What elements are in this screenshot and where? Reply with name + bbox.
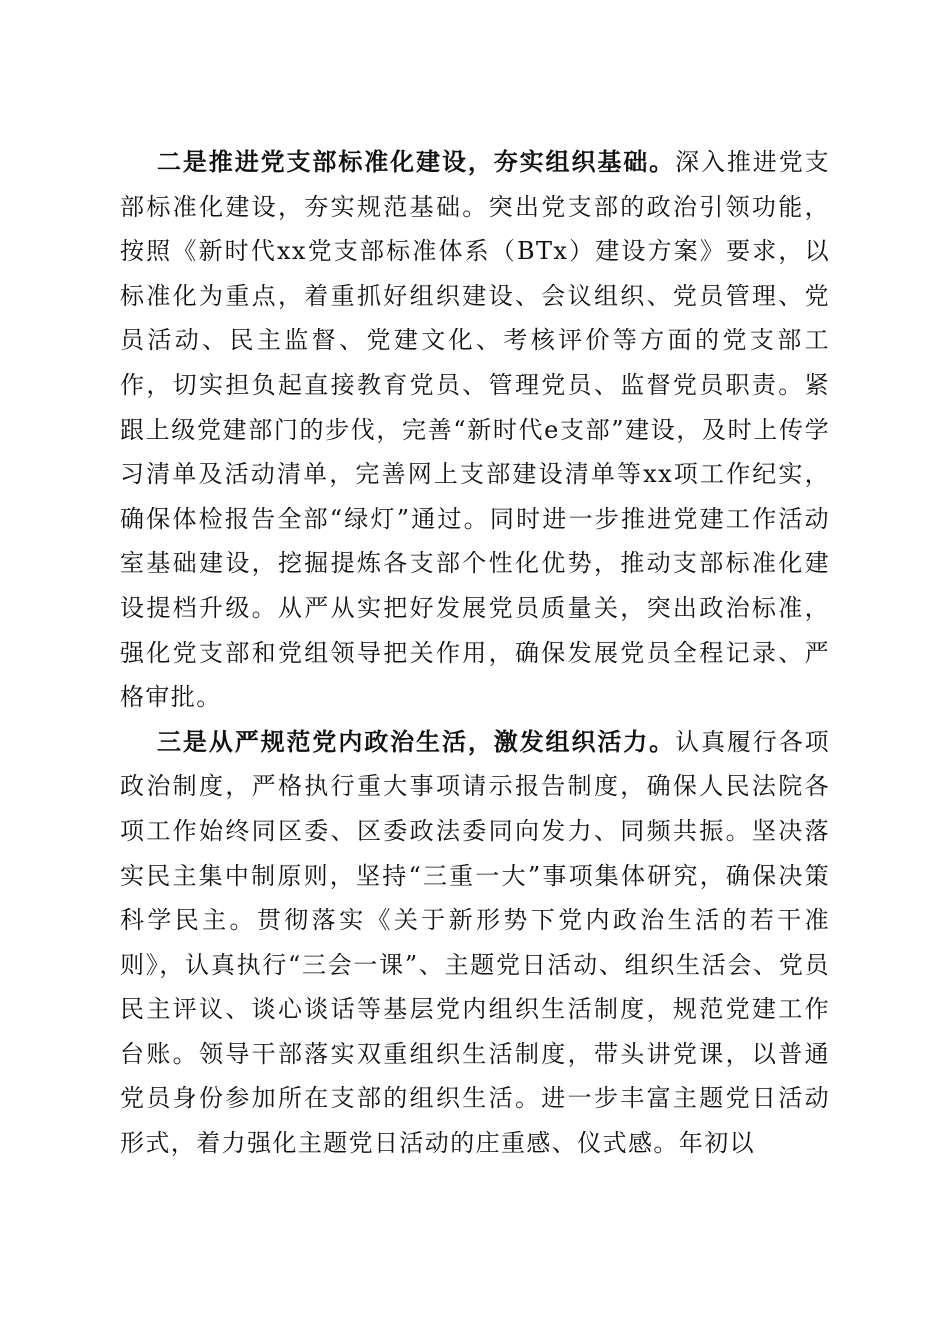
paragraph-heading: 二是推进党支部标准化建设，夯实组织基础。 <box>157 147 676 176</box>
paragraph-political-life <box>120 720 830 1166</box>
paragraph-text: 认真履行各项政治制度，严格执行重大事项请示报告制度，确保人民法院各项工作始终同区委、区委政法委同向发力、同频共振。坚决落实民主集中制原则，坚持“三重一大”事项集体研究，确保决策科学民主。贯彻落实《关于新形势下党内政治生活的若干准则》，认真执行“三会一课”、主题党日活动、组织生活会、党员民主评议、谈心谈话等基层党内组织生活制度，规范党建工作台账。领导干部落实双重组织生活制度，带头讲党课，以普通党员身份参加所在支部的组织生活。进一步丰富主题党日活动形式，着力强化主题党日活动的庄重感、仪式感。年初以 <box>120 727 830 1158</box>
paragraph-text: 深入推进党支部标准化建设，夯实规范基础。突出党支部的政治引领功能，按照《新时代xx党支部标准体系（BTx）建设方案》要求，以标准化为重点，着重抓好组织建设、会议组织、党员管理、党员活动、民主监督、党建文化、考核评价等方面的党支部工作，切实担负起直接教育党员、管理党员、监督党员职责。紧跟上级党建部门的步伐，完善“新时代e支部”建设，及时上传学习清单及活动清单，完善网上支部建设清单等xx项工作纪实，确保体检报告全部“绿灯”通过。同时进一步推进党建工作活动室基础建设，挖掘提炼各支部个性化优势，推动支部标准化建设提档升级。从严从实把好发展党员质量关，突出政治标准，强化党支部和党组领导把关作用，确保发展党员全程记录、严格审批。 <box>120 148 830 712</box>
paragraph-standardization <box>120 140 830 720</box>
paragraph-heading: 三是从严规范党内政治生活，激发组织活力。 <box>157 726 676 756</box>
document-body <box>120 140 830 1166</box>
